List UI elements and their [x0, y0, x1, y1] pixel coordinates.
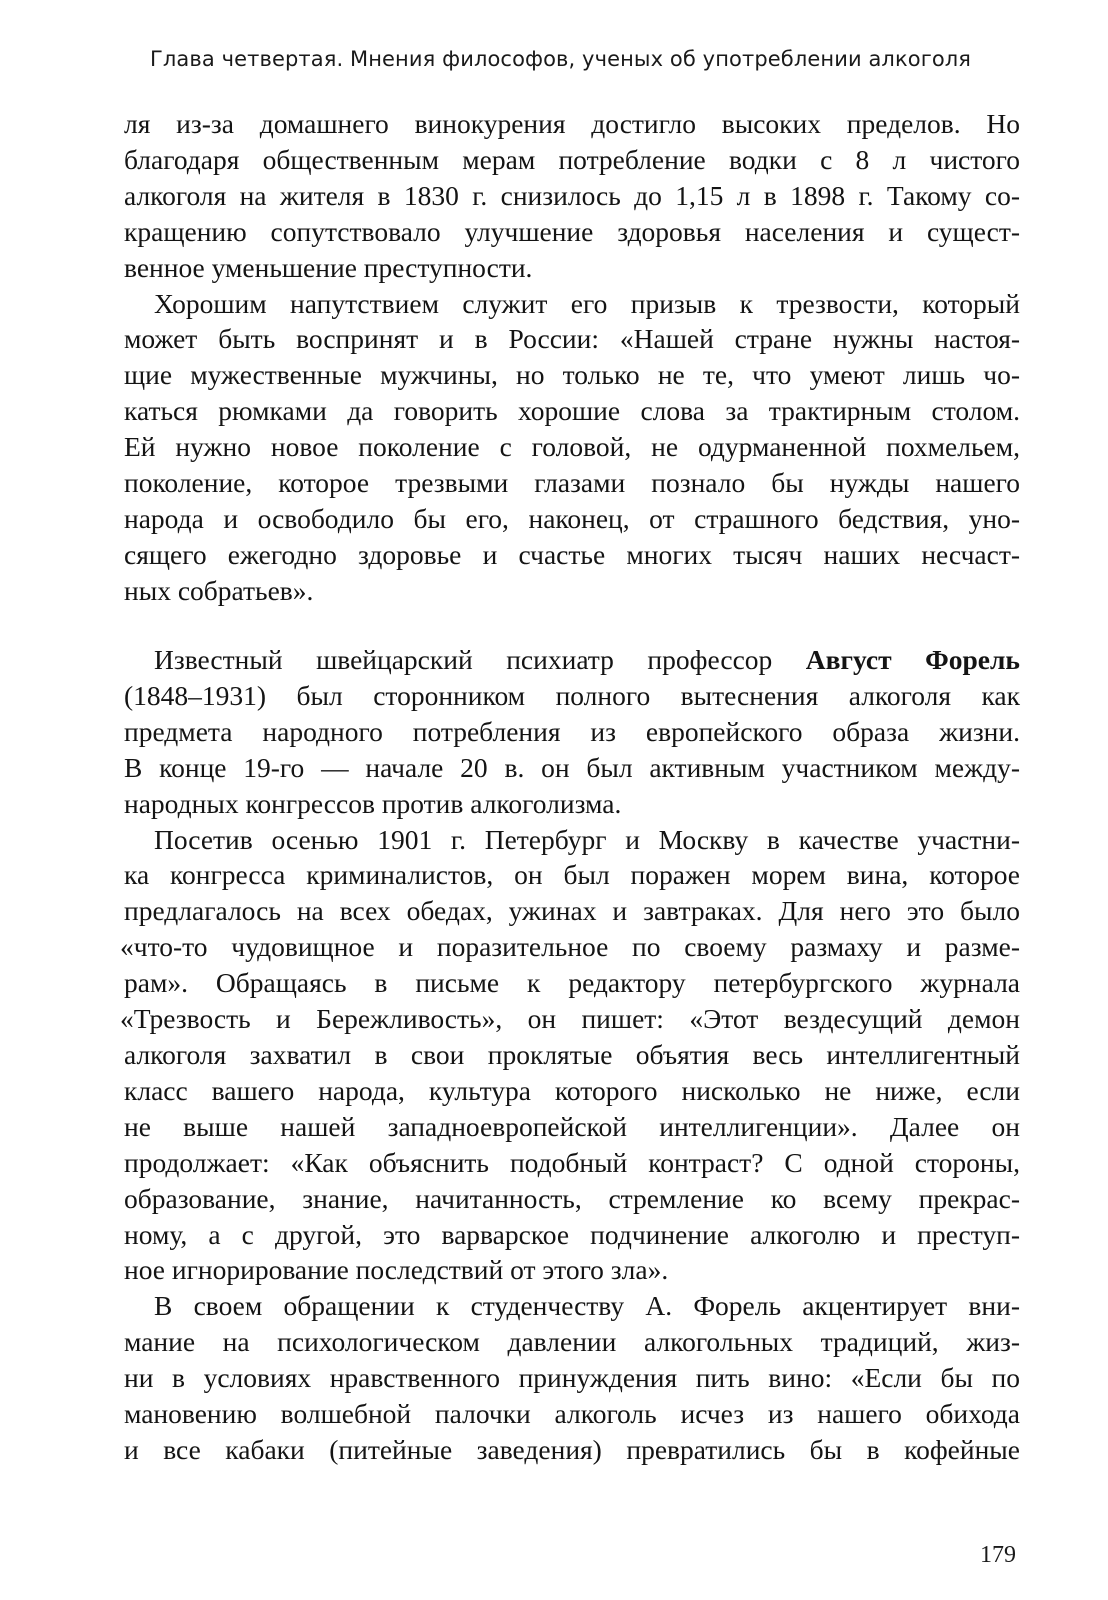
text-line: ка конгресса криминалистов, он был поражен морем вина, которое — [124, 859, 1020, 891]
text-line: народа и освободило бы его, наконец, от страшного бедствия, уно- — [124, 502, 1020, 534]
text-line: предмета народного потребления из европейского образа жизни. — [124, 715, 1020, 747]
text-line: ных собратьев». — [124, 574, 314, 606]
paragraph-continued — [124, 106, 1020, 286]
text-block-forel — [120, 642, 1020, 1468]
running-head: Глава четвертая. Мнения философов, ученых об употреблении алкоголя — [150, 47, 972, 71]
text-line: может быть воспринят и в России: «Нашей стране нужны настоя- — [124, 323, 1020, 355]
text-line: ному, а с другой, это варварское подчинение алкоголю и преступ- — [124, 1218, 1020, 1250]
text-line: венное уменьшение преступности. — [124, 251, 533, 283]
text-line: каться рюмками да говорить хорошие слова за трактирным столом. — [124, 395, 1020, 427]
person-name-bold: Август Форель — [805, 644, 1020, 675]
paragraph-forel-intro — [124, 642, 1020, 822]
text-line: Хорошим напутствием служит его призыв к трезвости, который — [154, 287, 1020, 319]
text-line: благодаря общественным мерам потребление водки с 8 л чистого — [124, 143, 1020, 175]
page-number: 179 — [980, 1542, 1016, 1568]
text-line: продолжает: «Как объяснить подобный контраст? С одной стороны, — [124, 1146, 1020, 1178]
text-line: В своем обращении к студенчеству А. Форель акцентирует вни- — [154, 1290, 1020, 1322]
text-line: рам». Обращаясь в письме к редактору петербургского журнала — [124, 967, 1020, 999]
text-line: «что-то чудовищное и поразительное по своему размаху и разме- — [120, 931, 1020, 963]
text-line: мановению волшебной палочки алкоголь исчез из нашего обихода — [124, 1398, 1020, 1430]
text-line: Ей нужно новое поколение с головой, не одурманенной похмельем, — [124, 431, 1020, 463]
text-line: В конце 19-го — начале 20 в. он был активным участником между- — [124, 751, 1020, 783]
text-line: Посетив осенью 1901 г. Петербург и Москву в качестве участни- — [154, 823, 1020, 855]
paragraph-forel-visit — [120, 822, 1020, 1289]
intro-text: Известный швейцарский психиатр профессор — [154, 644, 806, 675]
text-line: «Трезвость и Бережливость», он пишет: «Этот вездесущий демон — [120, 1003, 1020, 1035]
text-line: ни в условиях нравственного принуждения пить вино: «Если бы по — [124, 1362, 1020, 1394]
text-line — [124, 642, 1020, 678]
text-line: мание на психологическом давлении алкогольных традиций, жиз- — [124, 1326, 1020, 1358]
text-line: не выше нашей западноевропейской интеллигенции». Далее он — [124, 1110, 1020, 1142]
paragraph-forel-students — [124, 1288, 1020, 1468]
paragraph-call-to-sobriety — [124, 286, 1020, 609]
text-line: образование, знание, начитанность, стремление ко всему прекрас- — [124, 1182, 1020, 1214]
text-line: (1848–1931) был сторонником полного вытеснения алкоголя как — [124, 679, 1020, 711]
text-line: кращению сопутствовало улучшение здоровья населения и сущест- — [124, 215, 1020, 247]
text-line: ля из-за домашнего винокурения достигло высоких пределов. Но — [124, 108, 1020, 139]
text-line: предлагалось на всех обедах, ужинах и завтраках. Для него это было — [124, 895, 1020, 927]
text-line: ное игнорирование последствий от этого зла». — [124, 1254, 669, 1286]
text-line: алкоголя на жителя в 1830 г. снизилось до 1,15 л в 1898 г. Такому со- — [124, 179, 1020, 211]
text-line: народных конгрессов против алкоголизма. — [124, 787, 622, 819]
text-line: алкоголя захватил в свои проклятые объятия весь интеллигентный — [124, 1038, 1020, 1070]
text-line: сящего ежегодно здоровье и счастье многих тысяч наших несчаст- — [124, 538, 1020, 570]
text-line: класс вашего народа, культура которого нисколько не ниже, если — [124, 1074, 1020, 1106]
text-block-continuation — [124, 106, 1020, 609]
text-line: и все кабаки (питейные заведения) превратились бы в кофейные — [124, 1433, 1020, 1465]
text-line: щие мужественные мужчины, но только не те, что умеют лишь чо- — [124, 359, 1020, 391]
text-line: поколение, которое трезвыми глазами познало бы нужды нашего — [124, 467, 1020, 499]
